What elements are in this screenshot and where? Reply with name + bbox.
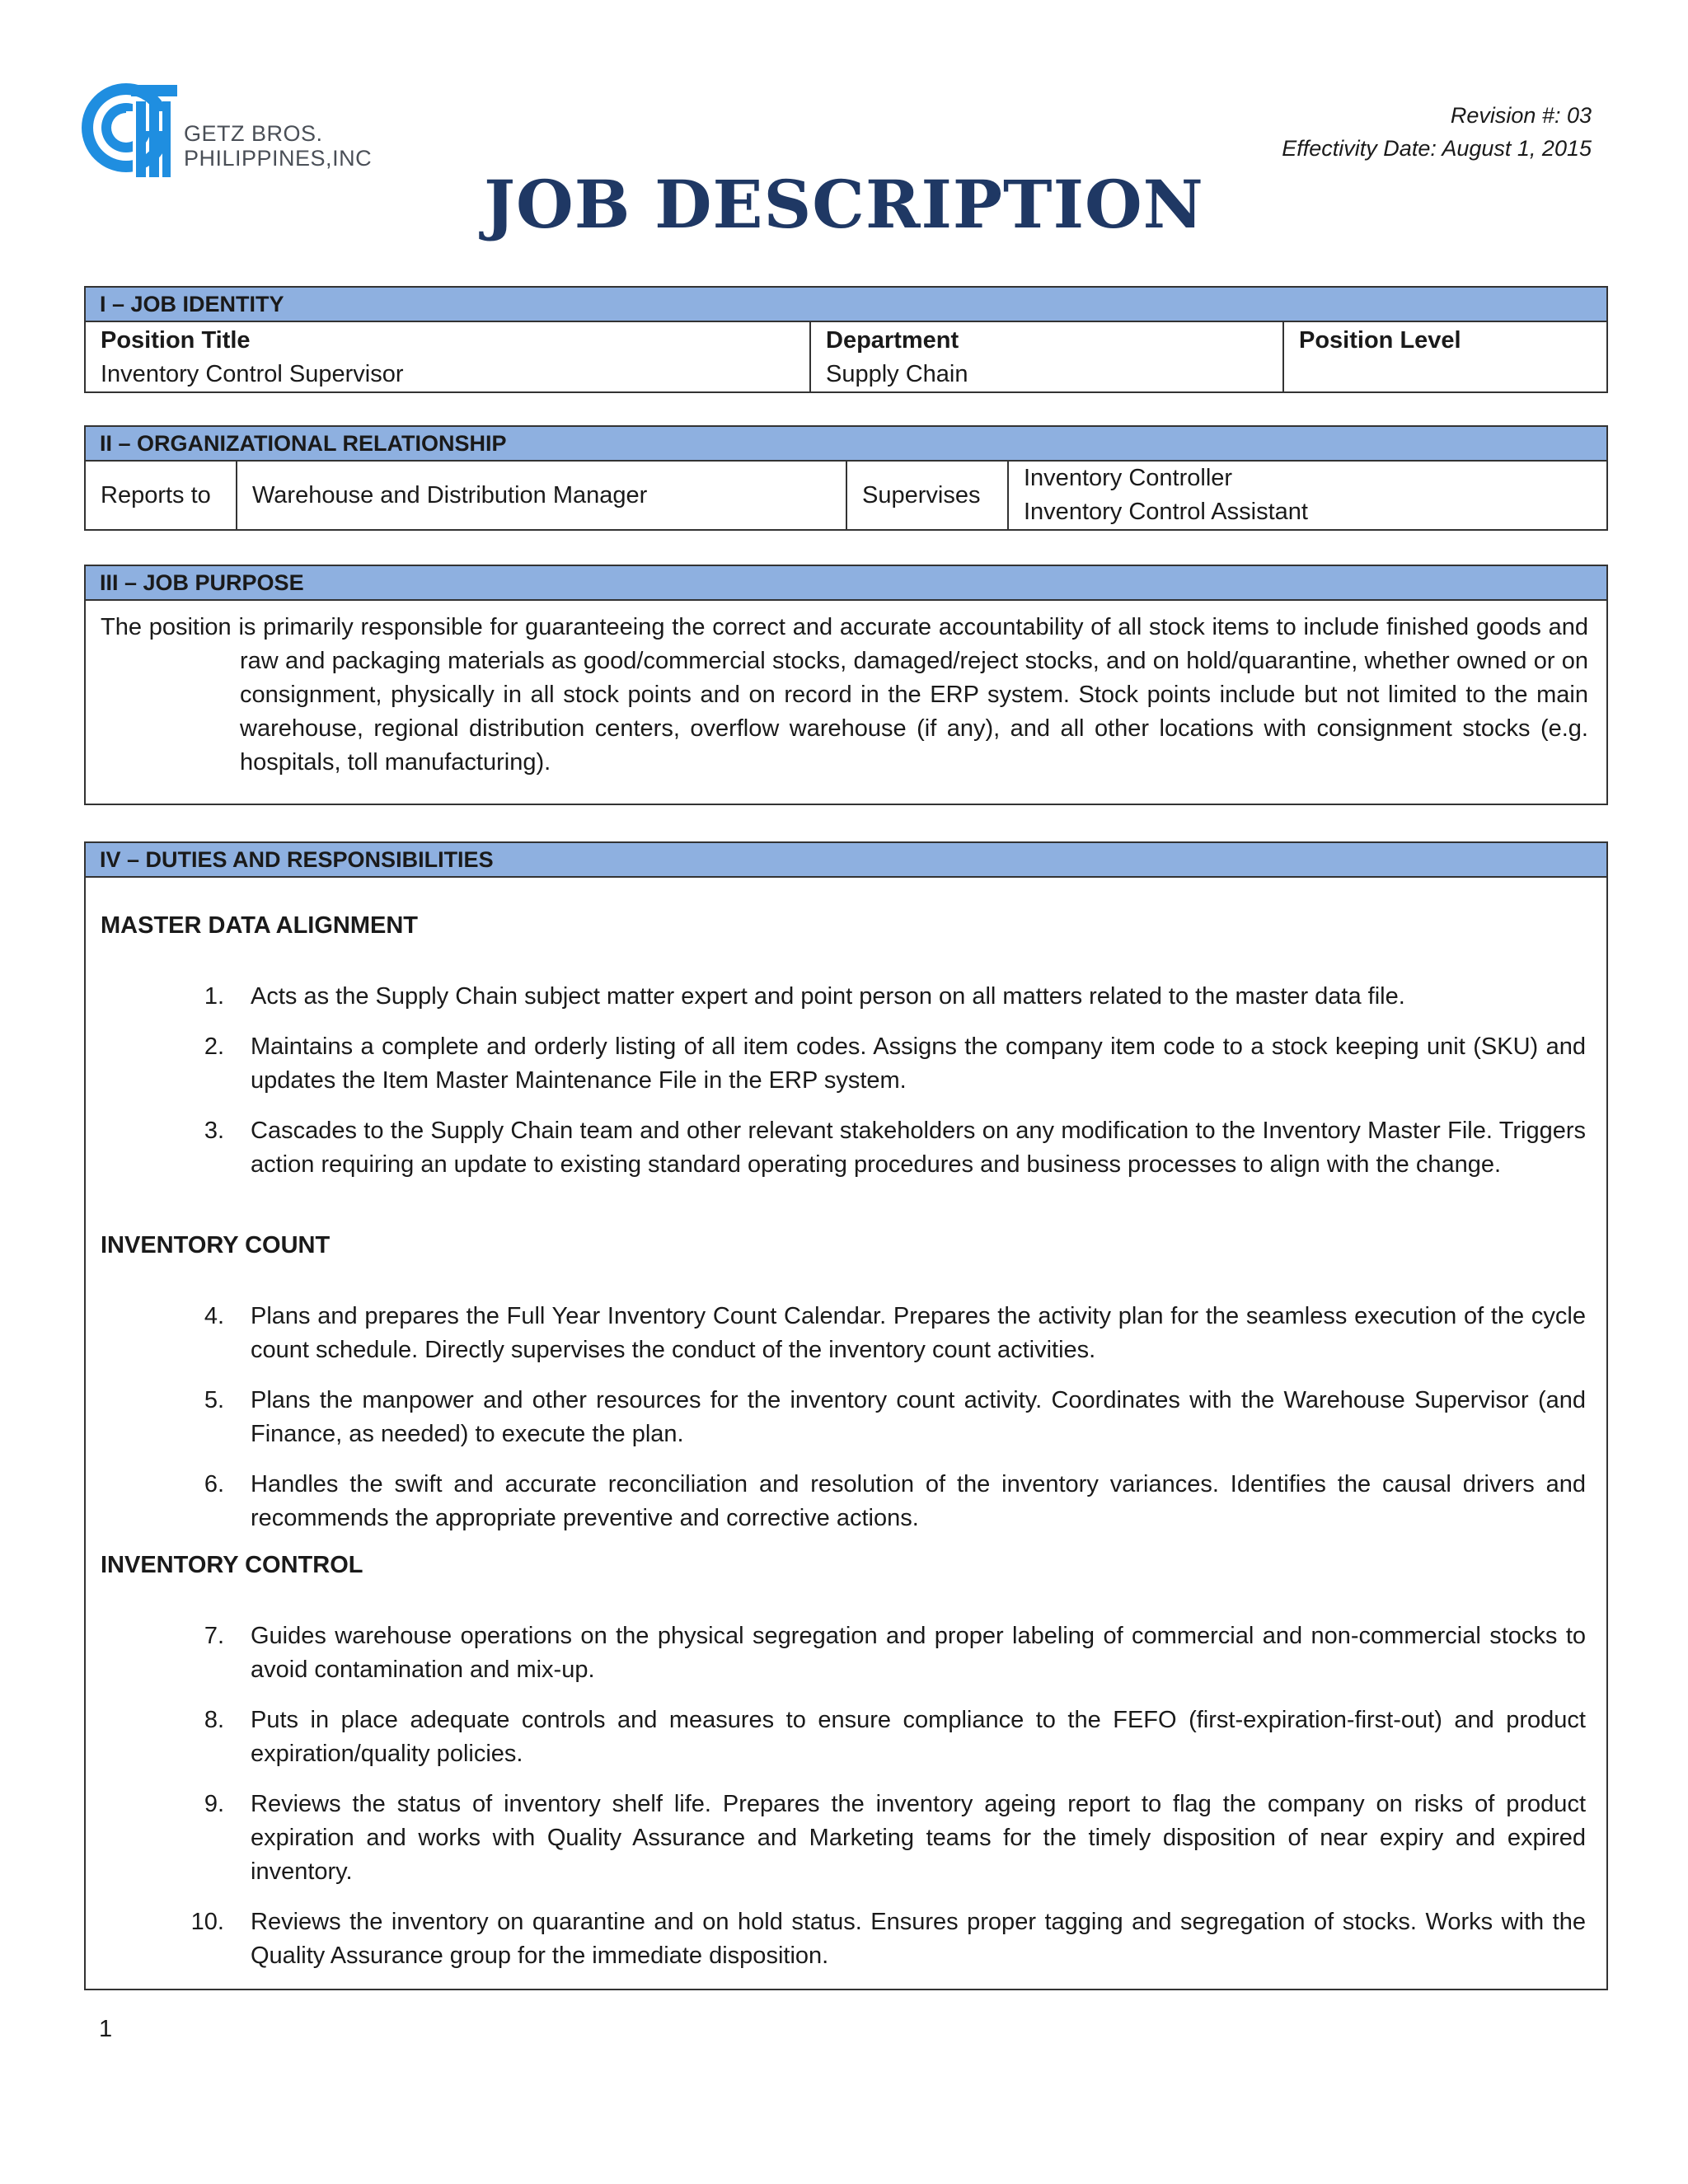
position-level-cell — [1283, 322, 1606, 391]
duty-group-title: INVENTORY CONTROL — [101, 1552, 363, 1578]
section-job-purpose — [84, 565, 1608, 805]
revision-block — [1282, 99, 1592, 165]
duty-item-text: Plans and prepares the Full Year Inventory Count Calendar. Prepares the activity plan for the seamless execution of the cycle count schedule. Directly supervises the conduct of the inventory count activities. — [251, 1303, 1586, 1363]
supervises-value — [1008, 462, 1606, 529]
department-label: Department — [826, 327, 959, 354]
department-cell — [810, 322, 1283, 391]
position-title-label: Position Title — [101, 327, 251, 354]
duty-item-number: 6. — [204, 1471, 224, 1497]
job-identity-table — [86, 322, 1606, 391]
department-value: Supply Chain — [826, 361, 968, 387]
duty-item-number: 9. — [204, 1791, 224, 1817]
duty-group-title: INVENTORY COUNT — [101, 1232, 331, 1258]
supervises-item: Inventory Control Assistant — [1024, 499, 1308, 525]
duty-item-text: Plans the manpower and other resources for the inventory count activity. Coordinates with the Warehouse Supervisor (and Finance, as needed) to execute the plan. — [251, 1387, 1586, 1447]
duty-item-number: 2. — [204, 1033, 224, 1060]
duty-item-text: Reviews the status of inventory shelf life. Prepares the inventory ageing report to flag the company on risks of product expiration and works with Quality Assurance and Marketing teams for the timely disposition of near expiry and expired inventory. — [251, 1791, 1586, 1885]
duty-item-number: 7. — [204, 1623, 224, 1649]
duty-item-number: 3. — [204, 1118, 224, 1144]
position-title-cell — [86, 322, 810, 391]
reports-to-label: Reports to — [101, 481, 211, 509]
org-relationship-table — [86, 462, 1606, 529]
duty-item-number: 5. — [204, 1387, 224, 1413]
section-org-relationship — [84, 425, 1608, 531]
section-heading: IV – DUTIES AND RESPONSIBILITIES — [86, 843, 1606, 878]
section-duties — [84, 841, 1608, 1990]
duty-item-text: Maintains a complete and orderly listing of all item codes. Assigns the company item code to a stock keeping unit (SKU) and updates the Item Master Maintenance File in the ERP system. — [251, 1033, 1586, 1094]
revision-number: Revision #: 03 — [1450, 103, 1592, 128]
duty-item-text: Puts in place adequate controls and measures to ensure compliance to the FEFO (first-expiration-first-out) and product expiration/quality policies. — [251, 1707, 1586, 1767]
section-job-identity — [84, 286, 1608, 393]
document-title: JOB DESCRIPTION — [484, 166, 1204, 243]
company-logo-icon — [78, 78, 177, 177]
page-number: 1 — [99, 2016, 113, 2042]
position-title-value: Inventory Control Supervisor — [101, 361, 404, 387]
company-logo — [78, 78, 373, 177]
supervises-item: Inventory Controller — [1024, 465, 1233, 491]
duty-item-text: Handles the swift and accurate reconciliation and resolution of the inventory variances. Identifies the causal drivers and recommends the appropriate preventive and corrective actions. — [251, 1471, 1586, 1531]
company-name-line1: GETZ BROS. — [184, 121, 323, 146]
job-purpose-text: The position is primarily responsible for guaranteeing the correct and accurate accountability of all stock items to include finished goods and raw and packaging materials as good/commercial stocks, damaged/reject stocks, and on hold/quarantine, whether owned or on consignment, physically in all stock points and on record in the ERP system. Stock points include but not limited to the main warehouse, regional distribution centers, overflow warehouse (if any), and all other locations with consignment stocks (e.g. hospitals, toll manufacturing). — [101, 614, 1588, 776]
duty-item-text: Cascades to the Supply Chain team and other relevant stakeholders on any modification to the Inventory Master File. Triggers action requiring an update to existing standard operating procedures and business processes to align with the change. — [251, 1118, 1586, 1178]
section-heading: I – JOB IDENTITY — [86, 288, 1606, 322]
position-level-label: Position Level — [1299, 327, 1461, 354]
effectivity-date: Effectivity Date: August 1, 2015 — [1282, 136, 1592, 161]
duty-item-text: Reviews the inventory on quarantine and on hold status. Ensures proper tagging and segregation of stocks. Works with the Quality Assurance group for the immediate disposition. — [251, 1909, 1586, 1969]
duty-item-number: 8. — [204, 1707, 224, 1733]
duty-item-text: Acts as the Supply Chain subject matter expert and point person on all matters related to the master data file. — [251, 983, 1405, 1010]
duty-item-number: 1. — [204, 983, 224, 1010]
reports-to-value: Warehouse and Distribution Manager — [237, 462, 846, 529]
duty-item-number: 10. — [190, 1909, 224, 1935]
section-heading: II – ORGANIZATIONAL RELATIONSHIP — [86, 427, 1606, 462]
supervises-label: Supervises — [846, 462, 1008, 529]
duty-item-number: 4. — [204, 1303, 224, 1329]
duty-group-title: MASTER DATA ALIGNMENT — [101, 912, 419, 939]
duty-item-text: Guides warehouse operations on the physical segregation and proper labeling of commercial and non-commercial stocks to avoid contamination and mix-up. — [251, 1623, 1586, 1683]
section-heading: III – JOB PURPOSE — [86, 566, 1606, 601]
company-name-line2: PHILIPPINES,INC — [184, 146, 373, 171]
